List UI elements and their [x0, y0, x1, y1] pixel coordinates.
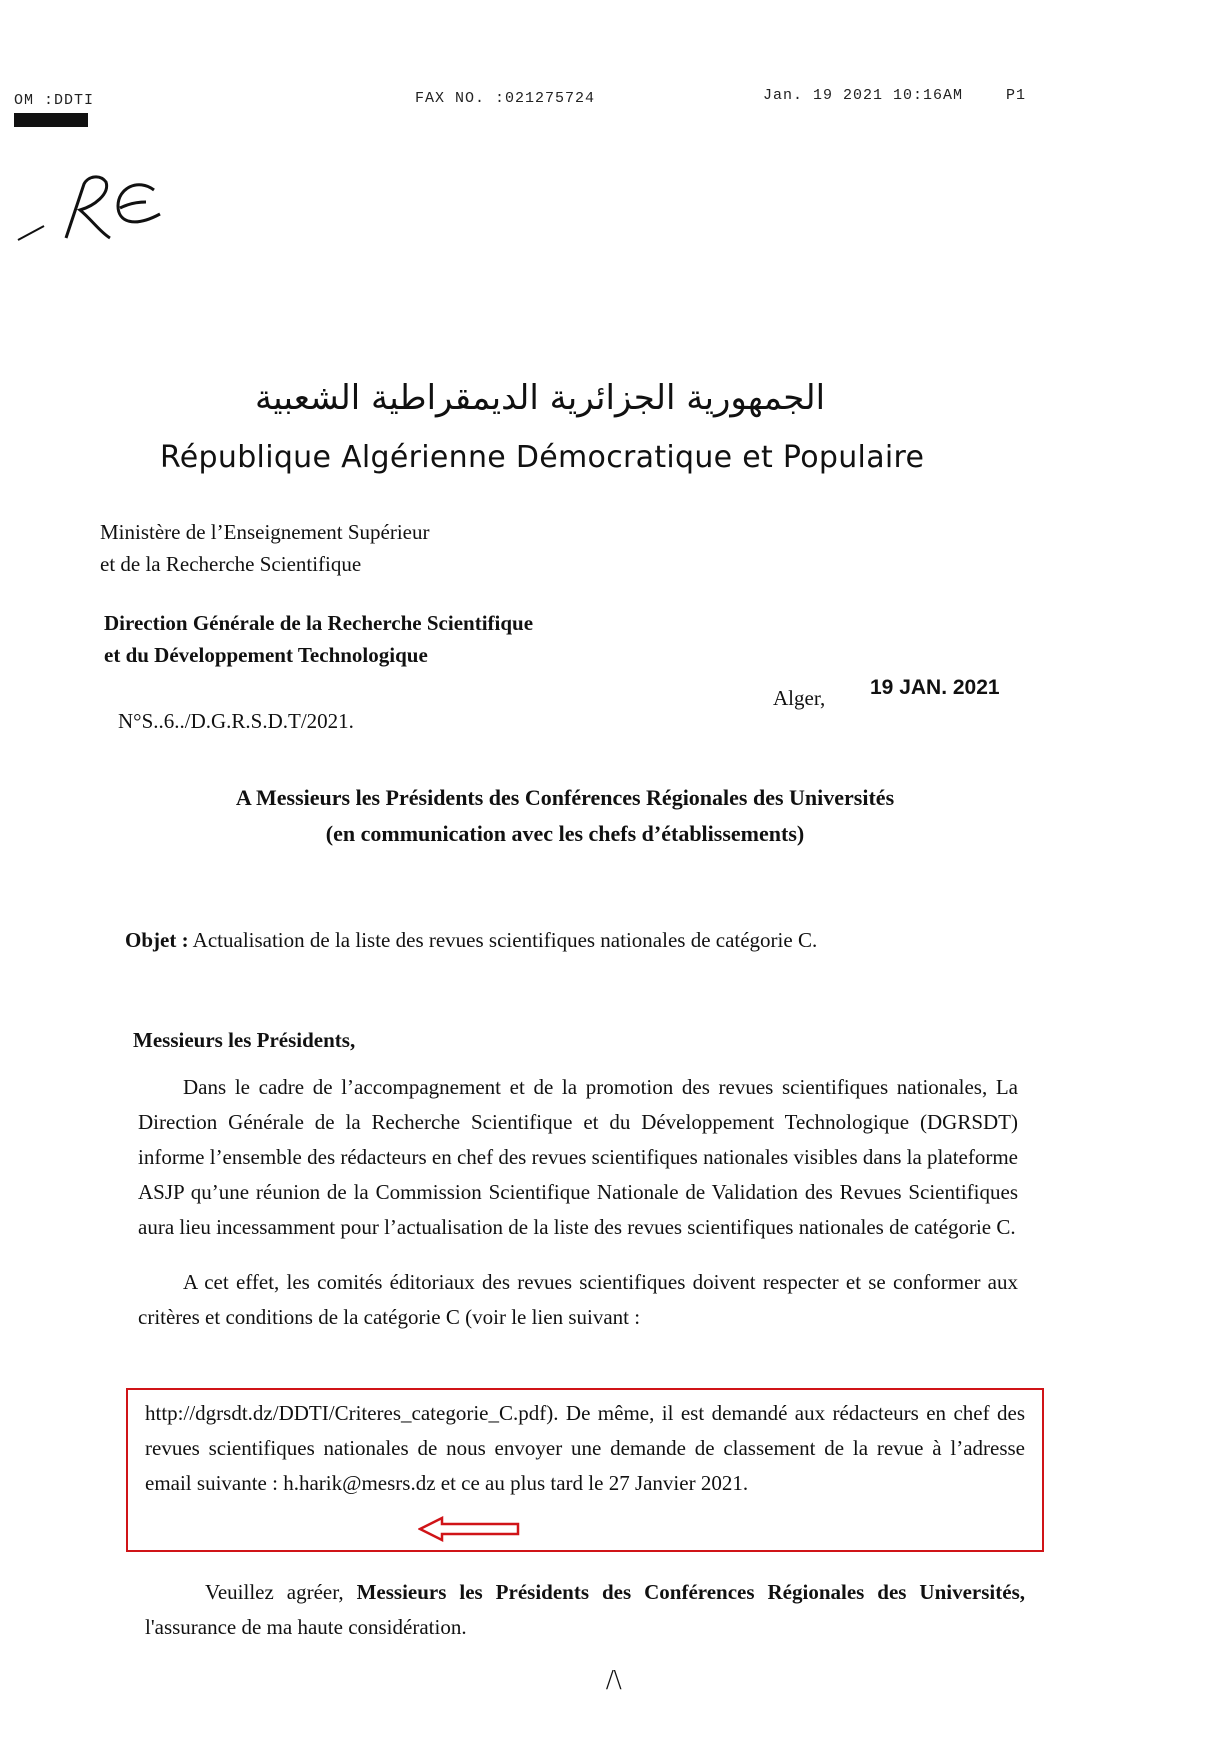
addressee [150, 780, 980, 852]
subject-text: Actualisation de la liste des revues scientifiques nationales de catégorie C. [192, 928, 818, 952]
paragraph-2-intro: A cet effet, les comités éditoriaux des revues scientifiques doivent respecter et se conformer aux critères et conditions de la catégorie C (voir le lien suivant : [138, 1270, 1018, 1329]
place: Alger, [773, 686, 826, 710]
fax-page: P1 [1006, 87, 1027, 104]
arabic-title: الجمهورية الجزائرية الديمقراطية الشعبية [254, 378, 826, 418]
highlighted-text [145, 1396, 1025, 1501]
closing-end: l'assurance de ma haute considération. [145, 1615, 467, 1639]
closing-start: Veuillez agréer, [205, 1580, 344, 1604]
direction-line-1: Direction Générale de la Recherche Scientifique [104, 611, 534, 635]
ministry-line-1: Ministère de l’Enseignement Supérieur [100, 520, 430, 544]
republic-title: République Algérienne Démocratique et Populaire [160, 440, 925, 475]
redacted-block [14, 113, 88, 127]
fax-sender: OM :DDTI [14, 92, 95, 109]
ministry-line-2: et de la Recherche Scientifique [100, 552, 362, 576]
closing-bold: Messieurs les Présidents des Conférences Régionales des Universités, [356, 1580, 1025, 1604]
addressee-line-2: (en communication avec les chefs d’établissements) [325, 821, 805, 846]
subject-line [125, 928, 817, 953]
fax-number: FAX NO. :021275724 [415, 90, 596, 107]
closing [145, 1575, 1025, 1645]
fax-datetime: Jan. 19 2021 10:16AM [763, 87, 964, 104]
criteria-link[interactable]: http://dgrsdt.dz/DDTI/Criteres_categorie_C.pdf). [145, 1401, 559, 1425]
subject-label: Objet : [125, 928, 189, 952]
direction-line-2: et du Développement Technologique [104, 643, 428, 667]
addressee-line-1: A Messieurs les Présidents des Conférences Régionales des Universités [235, 785, 895, 810]
page-mark: /\ [606, 1665, 622, 1696]
reference-number: N°S..6../D.G.R.S.D.T/2021. [118, 709, 354, 733]
red-arrow-icon [418, 1516, 522, 1542]
paragraph-2-rest: De même, il est demandé aux rédacteurs en chef des revues scientifiques nationales de nous envoyer une demande de classement de la revue à l’adresse email suivante : h.harik@mesrs.dz et ce au plus tard le 27 Janvier 2021. [145, 1401, 1026, 1495]
salutation: Messieurs les Présidents, [133, 1028, 356, 1052]
date-stamp: 19 JAN. 2021 [870, 676, 1000, 699]
paragraph-1: Dans le cadre de l’accompagnement et de la promotion des revues scientifiques nationales, La Direction Générale de la Recherche Scientifique et du Développement Technologique (DGRSDT) informe l’ensemble des rédacteurs en chef des revues scientifiques nationales visibles dans la plateforme ASJP qu’une réunion de la Commission Scientifique Nationale de Validation des Revues Scientifiques aura lieu incessamment pour l’actualisation de la liste des revues scientifiques nationales de catégorie C. [138, 1075, 1018, 1239]
handwritten-initials [14, 150, 164, 250]
letter-body [138, 1070, 1018, 1335]
